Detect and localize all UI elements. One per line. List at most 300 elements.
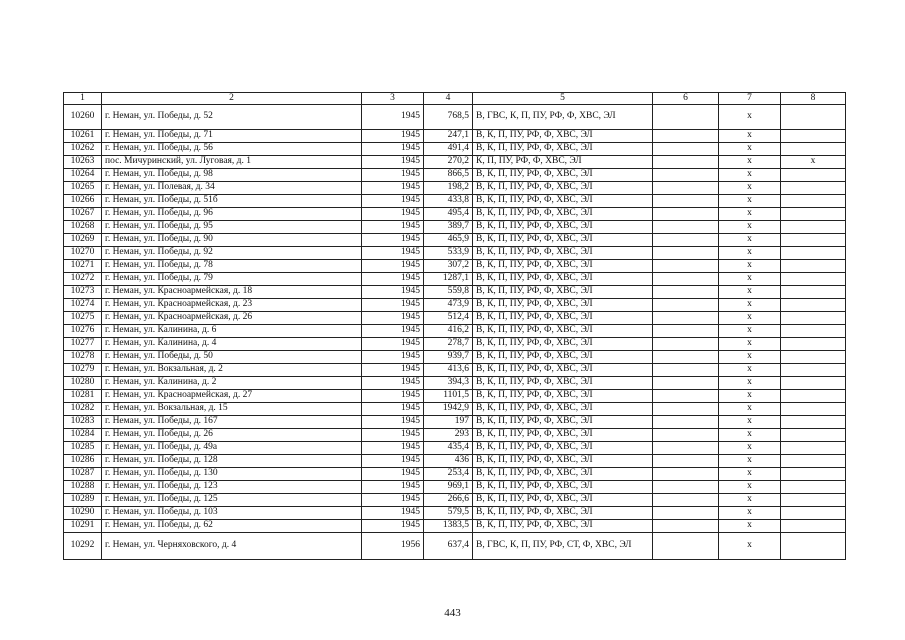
row-number: 10280 [64,377,102,390]
col6-cell [653,403,719,416]
col6-cell [653,234,719,247]
col7-cell: х [719,105,781,130]
col8-cell [781,351,846,364]
col8-cell [781,403,846,416]
row-number: 10282 [64,403,102,416]
row-number: 10271 [64,260,102,273]
row-number: 10288 [64,481,102,494]
col8-cell [781,260,846,273]
row-number: 10284 [64,429,102,442]
col8-cell [781,507,846,520]
services-cell: В, К, П, ПУ, РФ, Ф, ХВС, ЭЛ [473,377,653,390]
col6-cell [653,351,719,364]
area-cell: 866,5 [424,169,473,182]
col6-cell [653,390,719,403]
col8-cell [781,416,846,429]
table-row [64,143,846,156]
year-cell: 1945 [362,377,424,390]
header-cell: 8 [781,93,846,105]
col8-cell [781,208,846,221]
area-cell: 413,6 [424,364,473,377]
year-cell: 1945 [362,325,424,338]
row-number: 10286 [64,455,102,468]
col6-cell [653,208,719,221]
table-row [64,169,846,182]
table-row [64,208,846,221]
col8-cell [781,455,846,468]
year-cell: 1945 [362,182,424,195]
services-cell: В, К, П, ПУ, РФ, Ф, ХВС, ЭЛ [473,130,653,143]
services-cell: В, К, П, ПУ, РФ, Ф, ХВС, ЭЛ [473,494,653,507]
col8-cell [781,182,846,195]
col8-cell [781,247,846,260]
col8-cell [781,481,846,494]
address-cell: г. Неман, ул. Победы, д. 56 [102,143,362,156]
address-cell: пос. Мичуринский, ул. Луговая, д. 1 [102,156,362,169]
col8-cell [781,105,846,130]
col7-cell: х [719,442,781,455]
col7-cell: х [719,533,781,560]
table-row [64,481,846,494]
services-cell: В, К, П, ПУ, РФ, Ф, ХВС, ЭЛ [473,325,653,338]
address-cell: г. Неман, ул. Победы, д. 125 [102,494,362,507]
services-cell: В, К, П, ПУ, РФ, Ф, ХВС, ЭЛ [473,403,653,416]
col6-cell [653,312,719,325]
col6-cell [653,481,719,494]
col6-cell [653,247,719,260]
col8-cell [781,195,846,208]
row-number: 10262 [64,143,102,156]
services-cell: В, К, П, ПУ, РФ, Ф, ХВС, ЭЛ [473,312,653,325]
area-cell: 270,2 [424,156,473,169]
col6-cell [653,520,719,533]
year-cell: 1945 [362,468,424,481]
col6-cell [653,429,719,442]
col7-cell: х [719,195,781,208]
year-cell: 1945 [362,416,424,429]
area-cell: 433,8 [424,195,473,208]
col6-cell [653,286,719,299]
year-cell: 1945 [362,520,424,533]
address-cell: г. Неман, ул. Победы, д. 52 [102,105,362,130]
area-cell: 1101,5 [424,390,473,403]
row-number: 10278 [64,351,102,364]
col6-cell [653,507,719,520]
row-number: 10289 [64,494,102,507]
year-cell: 1945 [362,364,424,377]
col7-cell: х [719,429,781,442]
col7-cell: х [719,143,781,156]
address-cell: г. Неман, ул. Красноармейская, д. 27 [102,390,362,403]
table-row [64,325,846,338]
address-cell: г. Неман, ул. Победы, д. 128 [102,455,362,468]
col7-cell: х [719,169,781,182]
row-number: 10273 [64,286,102,299]
col6-cell [653,299,719,312]
table-row [64,182,846,195]
services-cell: В, К, П, ПУ, РФ, Ф, ХВС, ЭЛ [473,299,653,312]
col6-cell [653,182,719,195]
col7-cell: х [719,494,781,507]
year-cell: 1945 [362,195,424,208]
col6-cell [653,221,719,234]
table-row [64,520,846,533]
header-cell: 2 [102,93,362,105]
address-cell: г. Неман, ул. Победы, д. 90 [102,234,362,247]
services-cell: В, К, П, ПУ, РФ, Ф, ХВС, ЭЛ [473,338,653,351]
area-cell: 436 [424,455,473,468]
col6-cell [653,195,719,208]
col8-cell [781,299,846,312]
area-cell: 253,4 [424,468,473,481]
year-cell: 1945 [362,507,424,520]
year-cell: 1945 [362,403,424,416]
col7-cell: х [719,208,781,221]
row-number: 10269 [64,234,102,247]
table-row [64,364,846,377]
services-cell: В, К, П, ПУ, РФ, Ф, ХВС, ЭЛ [473,182,653,195]
year-cell: 1945 [362,234,424,247]
year-cell: 1945 [362,299,424,312]
table-row [64,533,846,560]
col8-cell [781,338,846,351]
col8-cell [781,325,846,338]
services-cell: В, К, П, ПУ, РФ, Ф, ХВС, ЭЛ [473,507,653,520]
col7-cell: х [719,260,781,273]
col7-cell: х [719,156,781,169]
area-cell: 939,7 [424,351,473,364]
area-cell: 278,7 [424,338,473,351]
address-cell: г. Неман, ул. Победы, д. 26 [102,429,362,442]
table-row [64,312,846,325]
area-cell: 969,1 [424,481,473,494]
address-cell: г. Неман, ул. Черняховского, д. 4 [102,533,362,560]
area-cell: 495,4 [424,208,473,221]
area-cell: 307,2 [424,260,473,273]
col6-cell [653,377,719,390]
year-cell: 1956 [362,533,424,560]
services-cell: В, К, П, ПУ, РФ, Ф, ХВС, ЭЛ [473,520,653,533]
row-number: 10260 [64,105,102,130]
table-row [64,455,846,468]
col6-cell [653,105,719,130]
col7-cell: х [719,455,781,468]
row-number: 10265 [64,182,102,195]
row-number: 10283 [64,416,102,429]
area-cell: 768,5 [424,105,473,130]
area-cell: 266,6 [424,494,473,507]
col8-cell [781,143,846,156]
area-cell: 579,5 [424,507,473,520]
row-number: 10266 [64,195,102,208]
col8-cell: х [781,156,846,169]
table-row [64,390,846,403]
address-cell: г. Неман, ул. Красноармейская, д. 26 [102,312,362,325]
address-cell: г. Неман, ул. Красноармейская, д. 23 [102,299,362,312]
header-cell: 1 [64,93,102,105]
col7-cell: х [719,403,781,416]
year-cell: 1945 [362,312,424,325]
row-number: 10274 [64,299,102,312]
row-number: 10261 [64,130,102,143]
col6-cell [653,442,719,455]
area-cell: 465,9 [424,234,473,247]
area-cell: 198,2 [424,182,473,195]
services-cell: В, К, П, ПУ, РФ, Ф, ХВС, ЭЛ [473,429,653,442]
row-number: 10275 [64,312,102,325]
year-cell: 1945 [362,260,424,273]
col7-cell: х [719,286,781,299]
year-cell: 1945 [362,455,424,468]
col6-cell [653,494,719,507]
address-cell: г. Неман, ул. Красноармейская, д. 18 [102,286,362,299]
address-cell: г. Неман, ул. Победы, д. 71 [102,130,362,143]
row-number: 10272 [64,273,102,286]
col8-cell [781,364,846,377]
col7-cell: х [719,377,781,390]
col7-cell: х [719,312,781,325]
col7-cell: х [719,299,781,312]
services-cell: В, К, П, ПУ, РФ, Ф, ХВС, ЭЛ [473,455,653,468]
table-row [64,247,846,260]
services-cell: В, К, П, ПУ, РФ, Ф, ХВС, ЭЛ [473,247,653,260]
address-cell: г. Неман, ул. Победы, д. 95 [102,221,362,234]
area-cell: 1383,5 [424,520,473,533]
services-cell: В, К, П, ПУ, РФ, Ф, ХВС, ЭЛ [473,286,653,299]
address-cell: г. Неман, ул. Полевая, д. 34 [102,182,362,195]
col7-cell: х [719,221,781,234]
col8-cell [781,533,846,560]
address-cell: г. Неман, ул. Калинина, д. 4 [102,338,362,351]
row-number: 10277 [64,338,102,351]
table-row [64,494,846,507]
year-cell: 1945 [362,429,424,442]
col7-cell: х [719,351,781,364]
year-cell: 1945 [362,143,424,156]
row-number: 10267 [64,208,102,221]
address-cell: г. Неман, ул. Победы, д. 78 [102,260,362,273]
header-cell: 6 [653,93,719,105]
services-cell: В, К, П, ПУ, РФ, Ф, ХВС, ЭЛ [473,442,653,455]
col8-cell [781,169,846,182]
col7-cell: х [719,390,781,403]
services-cell: В, К, П, ПУ, РФ, Ф, ХВС, ЭЛ [473,273,653,286]
table-row [64,507,846,520]
col7-cell: х [719,273,781,286]
table-row [64,468,846,481]
col8-cell [781,312,846,325]
row-number: 10291 [64,520,102,533]
col8-cell [781,468,846,481]
row-number: 10292 [64,533,102,560]
col8-cell [781,494,846,507]
col7-cell: х [719,130,781,143]
col7-cell: х [719,325,781,338]
table-row [64,299,846,312]
col7-cell: х [719,234,781,247]
col8-cell [781,429,846,442]
year-cell: 1945 [362,208,424,221]
year-cell: 1945 [362,247,424,260]
table-row [64,338,846,351]
table-row [64,130,846,143]
year-cell: 1945 [362,338,424,351]
area-cell: 416,2 [424,325,473,338]
services-cell: В, К, П, ПУ, РФ, Ф, ХВС, ЭЛ [473,208,653,221]
col8-cell [781,442,846,455]
col7-cell: х [719,416,781,429]
address-cell: г. Неман, ул. Победы, д. 130 [102,468,362,481]
col7-cell: х [719,520,781,533]
address-cell: г. Неман, ул. Победы, д. 62 [102,520,362,533]
address-cell: г. Неман, ул. Победы, д. 92 [102,247,362,260]
col6-cell [653,273,719,286]
year-cell: 1945 [362,351,424,364]
area-cell: 435,4 [424,442,473,455]
area-cell: 197 [424,416,473,429]
table-row [64,442,846,455]
services-cell: В, К, П, ПУ, РФ, Ф, ХВС, ЭЛ [473,481,653,494]
area-cell: 293 [424,429,473,442]
address-cell: г. Неман, ул. Победы, д. 96 [102,208,362,221]
col6-cell [653,533,719,560]
header-cell: 4 [424,93,473,105]
table-row [64,234,846,247]
col7-cell: х [719,364,781,377]
row-number: 10287 [64,468,102,481]
row-number: 10270 [64,247,102,260]
area-cell: 533,9 [424,247,473,260]
col7-cell: х [719,182,781,195]
address-cell: г. Неман, ул. Калинина, д. 6 [102,325,362,338]
services-cell: В, К, П, ПУ, РФ, Ф, ХВС, ЭЛ [473,260,653,273]
address-cell: г. Неман, ул. Победы, д. 79 [102,273,362,286]
col6-cell [653,143,719,156]
services-cell: В, К, П, ПУ, РФ, Ф, ХВС, ЭЛ [473,143,653,156]
header-cell: 7 [719,93,781,105]
col6-cell [653,338,719,351]
address-cell: г. Неман, ул. Калинина, д. 2 [102,377,362,390]
row-number: 10276 [64,325,102,338]
services-cell: В, К, П, ПУ, РФ, Ф, ХВС, ЭЛ [473,468,653,481]
year-cell: 1945 [362,221,424,234]
year-cell: 1945 [362,105,424,130]
services-cell: В, К, П, ПУ, РФ, Ф, ХВС, ЭЛ [473,221,653,234]
year-cell: 1945 [362,273,424,286]
services-cell: В, ГВС, К, П, ПУ, РФ, Ф, ХВС, ЭЛ [473,105,653,130]
services-cell: В, К, П, ПУ, РФ, Ф, ХВС, ЭЛ [473,169,653,182]
address-cell: г. Неман, ул. Победы, д. 167 [102,416,362,429]
col7-cell: х [719,468,781,481]
col6-cell [653,260,719,273]
row-number: 10263 [64,156,102,169]
address-cell: г. Неман, ул. Победы, д. 51б [102,195,362,208]
header-cell: 3 [362,93,424,105]
services-cell: В, К, П, ПУ, РФ, Ф, ХВС, ЭЛ [473,416,653,429]
row-number: 10281 [64,390,102,403]
services-cell: В, К, П, ПУ, РФ, Ф, ХВС, ЭЛ [473,351,653,364]
area-cell: 1942,9 [424,403,473,416]
area-cell: 637,4 [424,533,473,560]
year-cell: 1945 [362,286,424,299]
col8-cell [781,520,846,533]
area-cell: 473,9 [424,299,473,312]
year-cell: 1945 [362,442,424,455]
year-cell: 1945 [362,130,424,143]
col8-cell [781,390,846,403]
table-row [64,377,846,390]
row-number: 10264 [64,169,102,182]
row-number: 10285 [64,442,102,455]
table-row [64,221,846,234]
col7-cell: х [719,338,781,351]
year-cell: 1945 [362,156,424,169]
services-cell: В, К, П, ПУ, РФ, Ф, ХВС, ЭЛ [473,195,653,208]
services-cell: К, П, ПУ, РФ, Ф, ХВС, ЭЛ [473,156,653,169]
col6-cell [653,325,719,338]
address-cell: г. Неман, ул. Победы, д. 98 [102,169,362,182]
col8-cell [781,221,846,234]
col8-cell [781,130,846,143]
col8-cell [781,377,846,390]
row-number: 10279 [64,364,102,377]
address-cell: г. Неман, ул. Вокзальная, д. 2 [102,364,362,377]
header-row [64,93,846,105]
area-cell: 559,8 [424,286,473,299]
year-cell: 1945 [362,390,424,403]
address-cell: г. Неман, ул. Победы, д. 50 [102,351,362,364]
area-cell: 247,1 [424,130,473,143]
address-cell: г. Неман, ул. Победы, д. 123 [102,481,362,494]
col7-cell: х [719,481,781,494]
area-cell: 389,7 [424,221,473,234]
table-row [64,429,846,442]
header-cell: 5 [473,93,653,105]
col8-cell [781,286,846,299]
table-row [64,260,846,273]
row-number: 10268 [64,221,102,234]
row-number: 10290 [64,507,102,520]
col6-cell [653,468,719,481]
table-row [64,156,846,169]
col6-cell [653,156,719,169]
address-cell: г. Неман, ул. Победы, д. 49а [102,442,362,455]
col6-cell [653,364,719,377]
table-row [64,105,846,130]
year-cell: 1945 [362,169,424,182]
services-cell: В, К, П, ПУ, РФ, Ф, ХВС, ЭЛ [473,364,653,377]
col6-cell [653,169,719,182]
col6-cell [653,130,719,143]
col6-cell [653,455,719,468]
col8-cell [781,273,846,286]
register-table [63,92,846,560]
table-row [64,195,846,208]
area-cell: 491,4 [424,143,473,156]
year-cell: 1945 [362,481,424,494]
col8-cell [781,234,846,247]
area-cell: 512,4 [424,312,473,325]
table-row [64,416,846,429]
table-row [64,286,846,299]
table-row [64,351,846,364]
page-number: 443 [444,607,461,619]
address-cell: г. Неман, ул. Вокзальная, д. 15 [102,403,362,416]
table-row [64,273,846,286]
services-cell: В, ГВС, К, П, ПУ, РФ, СТ, Ф, ХВС, ЭЛ [473,533,653,560]
table-row [64,403,846,416]
col7-cell: х [719,507,781,520]
